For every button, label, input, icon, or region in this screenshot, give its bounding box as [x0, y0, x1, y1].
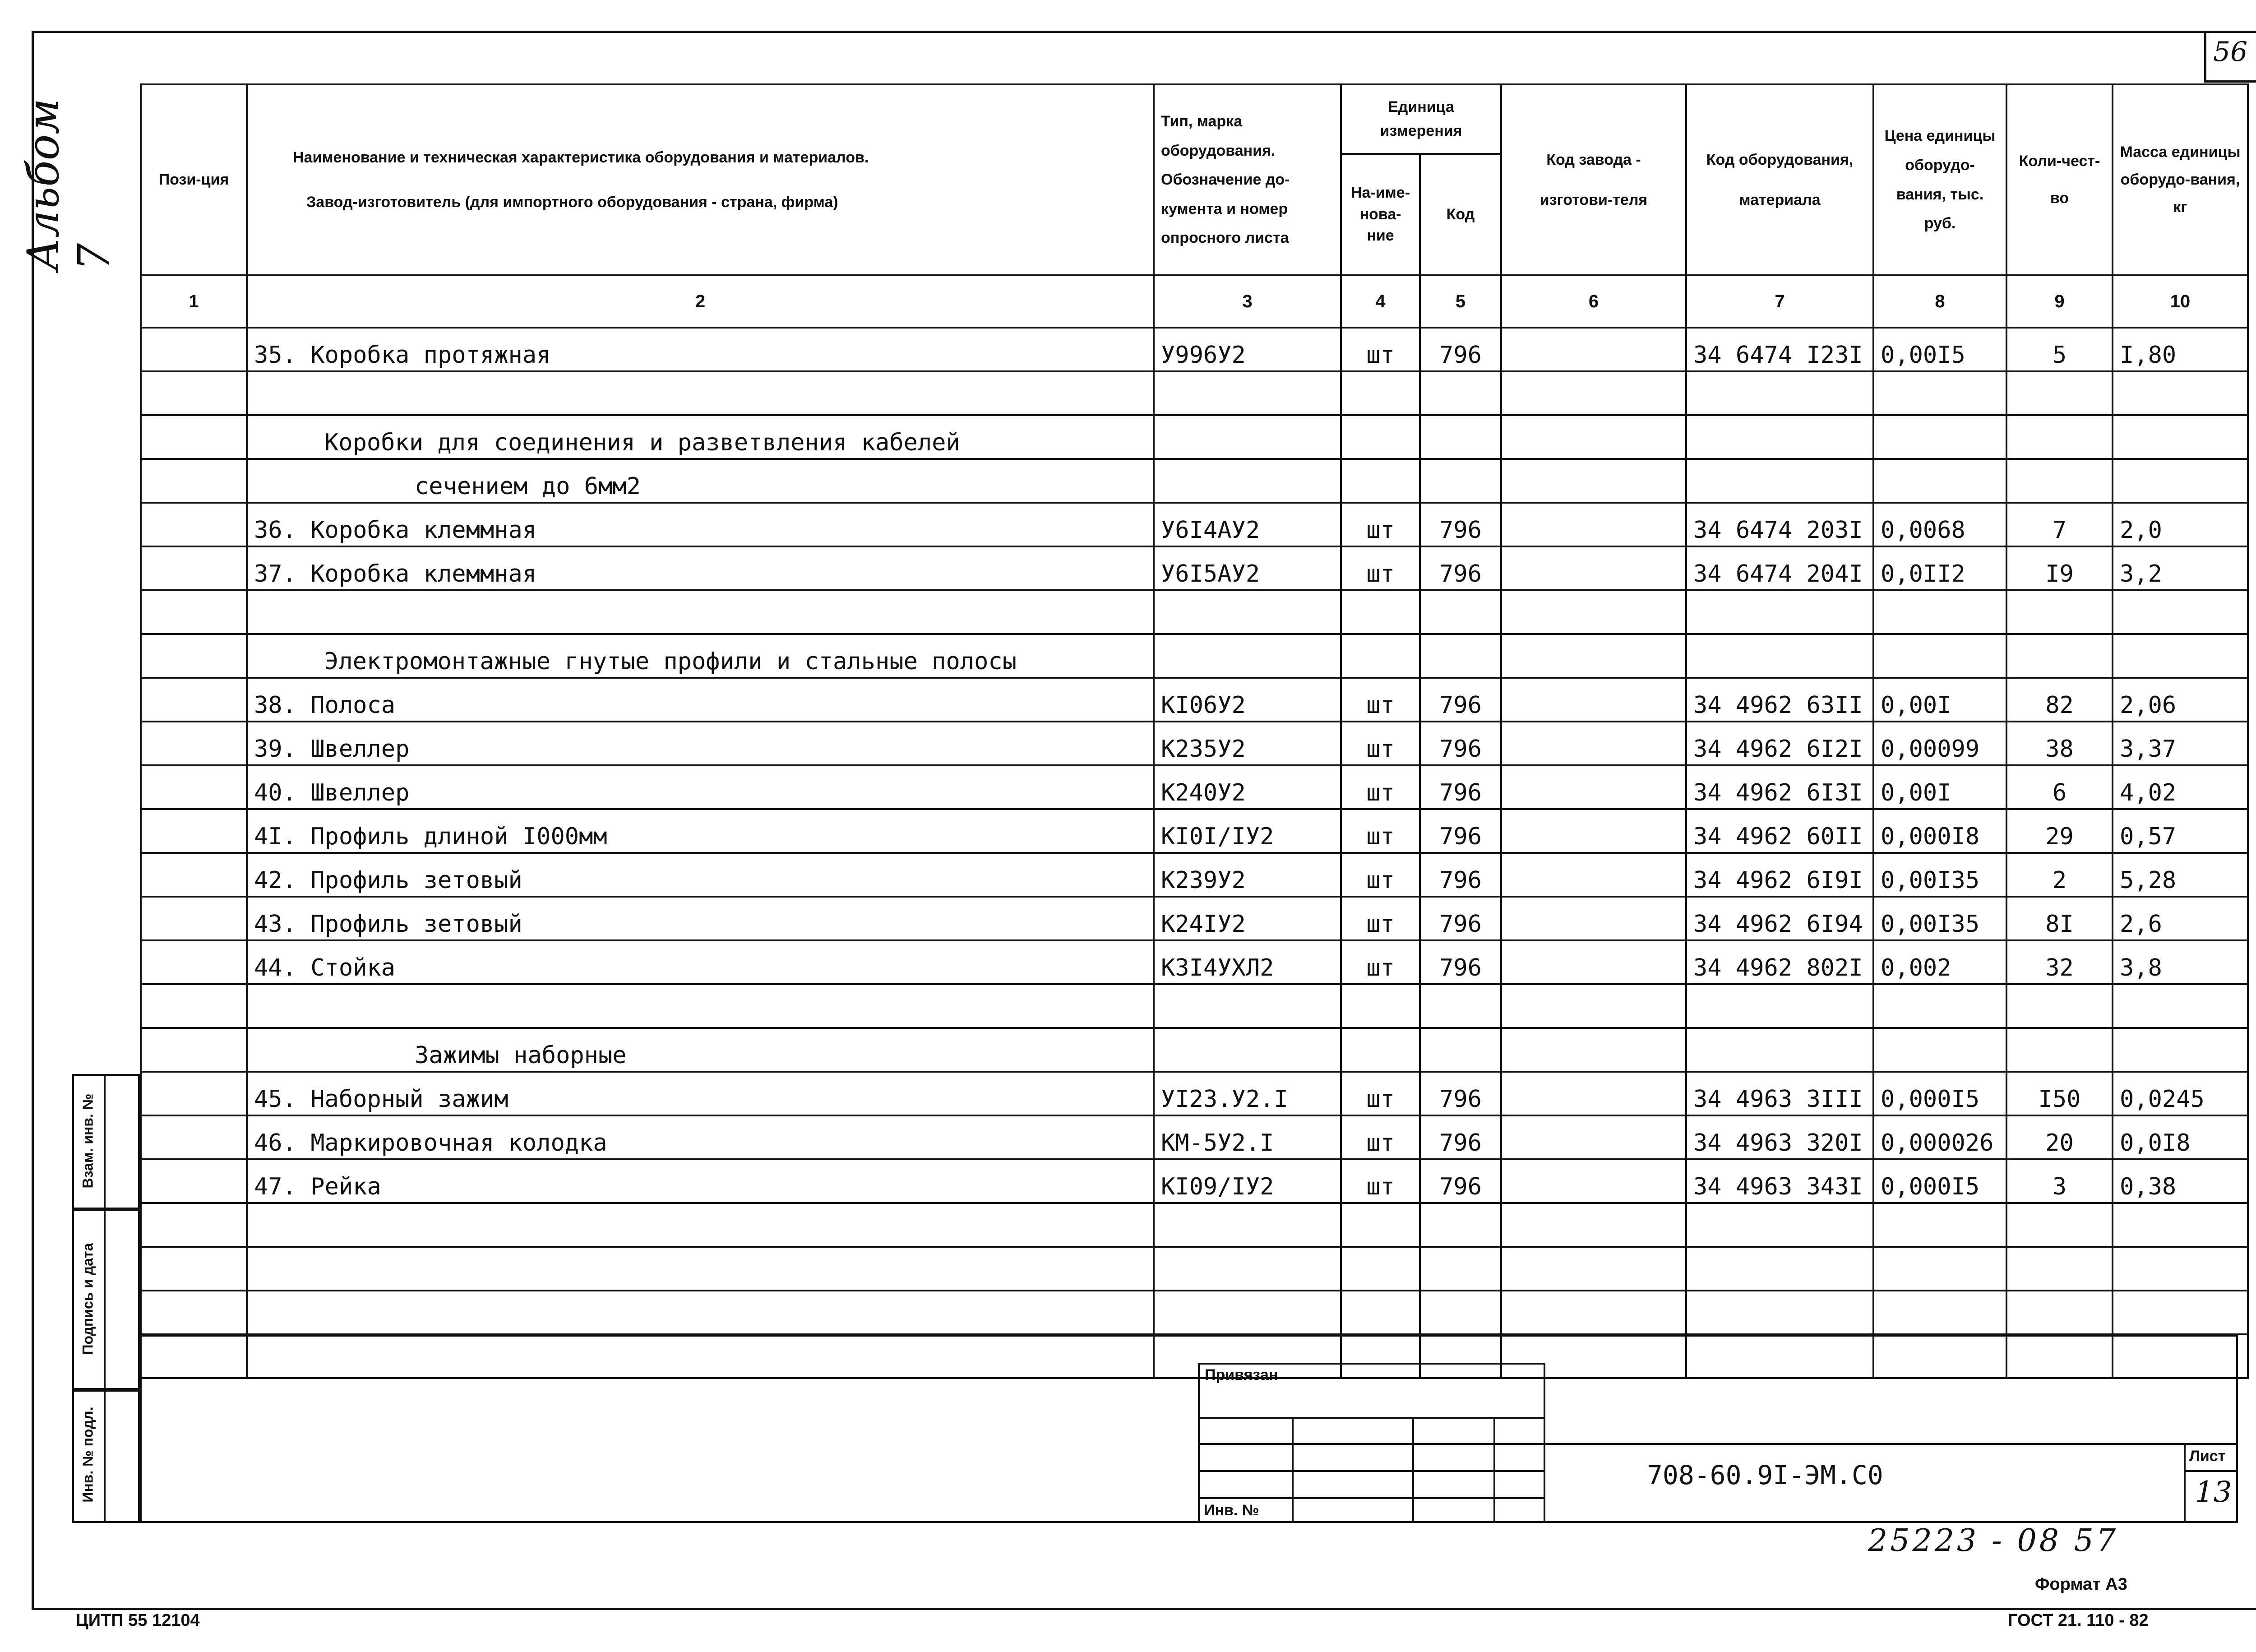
cell-position: [141, 853, 247, 897]
cell-unit-code: 796: [1420, 853, 1501, 897]
cell-equipment-code: [1686, 984, 1873, 1028]
cell-mass: [2113, 984, 2248, 1028]
cell-quantity: 8I: [2006, 897, 2113, 940]
cell-equipment-code: 34 4962 6I3I: [1686, 765, 1873, 809]
cell-empty: [1420, 415, 1501, 459]
cell-unit-code: 796: [1420, 1115, 1501, 1159]
cell-name: [247, 984, 1154, 1028]
cell-mass: [2113, 590, 2248, 634]
cell-name: [247, 1291, 1154, 1334]
cell-plant-code: [1501, 678, 1686, 722]
section-heading-row: [141, 459, 2248, 503]
cell-name: [247, 1203, 1154, 1247]
cell-equipment-code: [1686, 1247, 1873, 1291]
doc-code: 708-60.9I-ЭМ.С0: [1647, 1460, 1883, 1490]
table-row: [141, 371, 2248, 415]
col-quantity-header: Коли-чест-во: [2006, 84, 2113, 275]
cell-name: 47. Рейка: [247, 1159, 1154, 1203]
cell-empty: [1501, 459, 1686, 503]
table-row: [141, 853, 2248, 897]
cell-unit-code: 796: [1420, 1072, 1501, 1115]
cell-position: [141, 1159, 247, 1203]
cell-unit: шт: [1341, 1115, 1420, 1159]
col-price-header: Цена единицы оборудо-вания, тыс. руб.: [1873, 84, 2006, 275]
cell-unit: шт: [1341, 546, 1420, 590]
cell-mass: [2113, 371, 2248, 415]
cell-plant-code: [1501, 371, 1686, 415]
inv-no-label: Инв. №: [1204, 1502, 1259, 1519]
cell-position: [141, 1247, 247, 1291]
cell-empty: [1501, 415, 1686, 459]
cell-unit-code: 796: [1420, 765, 1501, 809]
cell-position: [141, 678, 247, 722]
cell-plant-code: [1501, 1159, 1686, 1203]
cell-type: [1154, 1247, 1341, 1291]
col-number: 4: [1341, 275, 1420, 328]
cell-quantity: I9: [2006, 546, 2113, 590]
cell-quantity: 32: [2006, 940, 2113, 984]
cell-quantity: [2006, 371, 2113, 415]
col-name-header-line2: Завод-изготовитель (для импортного оборудования - страна, фирма): [306, 193, 838, 211]
cell-mass: [2113, 1203, 2248, 1247]
table-row: [141, 940, 2248, 984]
cell-mass: 0,0245: [2113, 1072, 2248, 1115]
col-number: 1: [141, 275, 247, 328]
cell-mass: 0,38: [2113, 1159, 2248, 1203]
table-row: [141, 722, 2248, 765]
cell-equipment-code: 34 6474 204I: [1686, 546, 1873, 590]
cell-position: [141, 634, 247, 678]
cell-unit-code: 796: [1420, 1159, 1501, 1203]
cell-name: [247, 590, 1154, 634]
cell-type: [1154, 590, 1341, 634]
cell-price: [1873, 1247, 2006, 1291]
cell-mass: [2113, 1291, 2248, 1334]
cell-price: 0,00I5: [1873, 328, 2006, 371]
cell-empty: [1686, 459, 1873, 503]
cell-plant-code: [1501, 984, 1686, 1028]
cell-equipment-code: 34 4963 320I: [1686, 1115, 1873, 1159]
cell-position: [141, 371, 247, 415]
col-number: 10: [2113, 275, 2248, 328]
cell-type: [1154, 1203, 1341, 1247]
cell-position: [141, 328, 247, 371]
cell-position: [141, 984, 247, 1028]
cell-unit-code: [1420, 1291, 1501, 1334]
cell-plant-code: [1501, 590, 1686, 634]
cell-plant-code: [1501, 1291, 1686, 1334]
sheet-value: 13: [2195, 1476, 2232, 1509]
col-name-header-line1: Наименование и техническая характеристика оборудования и материалов.: [293, 148, 869, 166]
cell-name: 46. Маркировочная колодка: [247, 1115, 1154, 1159]
cell-mass: 2,6: [2113, 897, 2248, 940]
cell-type: К239У2: [1154, 853, 1341, 897]
cell-name: 36. Коробка клеммная: [247, 503, 1154, 546]
cell-equipment-code: 34 4963 3III: [1686, 1072, 1873, 1115]
cell-unit-code: [1420, 1247, 1501, 1291]
cell-price: 0,0II2: [1873, 546, 2006, 590]
cell-equipment-code: 34 4962 802I: [1686, 940, 1873, 984]
cell-quantity: 3: [2006, 1159, 2113, 1203]
side-label-inv: Инв. № подл.: [79, 1407, 96, 1503]
cell-unit-code: [1420, 371, 1501, 415]
cell-quantity: 5: [2006, 328, 2113, 371]
cell-empty: [1873, 1028, 2006, 1072]
cell-mass: 0,0I8: [2113, 1115, 2248, 1159]
cell-position: [141, 897, 247, 940]
cell-equipment-code: 34 6474 I23I: [1686, 328, 1873, 371]
cell-plant-code: [1501, 1203, 1686, 1247]
column-numbers-row: [141, 275, 2248, 328]
cell-equipment-code: 34 4963 343I: [1686, 1159, 1873, 1203]
cell-position: [141, 590, 247, 634]
cell-price: 0,00099: [1873, 722, 2006, 765]
col-type-header: Тип, марка оборудования. Обозначение до-кумента и номер опросного листа: [1154, 84, 1341, 275]
table-row: [141, 1291, 2248, 1334]
cell-equipment-code: [1686, 1203, 1873, 1247]
cell-equipment-code: 34 4962 63II: [1686, 678, 1873, 722]
cell-unit: шт: [1341, 678, 1420, 722]
cell-unit-code: 796: [1420, 328, 1501, 371]
cell-unit: [1341, 590, 1420, 634]
cell-plant-code: [1501, 1247, 1686, 1291]
cell-type: К24IУ2: [1154, 897, 1341, 940]
cell-position: [141, 940, 247, 984]
cell-empty: [2006, 1028, 2113, 1072]
section-heading: Зажимы наборные: [247, 1028, 1154, 1072]
footer-right: ГОСТ 21. 110 - 82: [2008, 1611, 2149, 1630]
table-row: [141, 546, 2248, 590]
side-label-podpis: Подпись и дата: [79, 1243, 96, 1355]
cell-type: У996У2: [1154, 328, 1341, 371]
cell-position: [141, 1291, 247, 1334]
cell-unit-code: 796: [1420, 546, 1501, 590]
cell-quantity: 20: [2006, 1115, 2113, 1159]
table-row: [141, 984, 2248, 1028]
cell-unit: шт: [1341, 940, 1420, 984]
cell-position: [141, 1028, 247, 1072]
cell-empty: [1686, 1028, 1873, 1072]
cell-empty: [1501, 634, 1686, 678]
cell-type: КI06У2: [1154, 678, 1341, 722]
table-row: [141, 1159, 2248, 1203]
cell-unit: шт: [1341, 1072, 1420, 1115]
cell-unit: шт: [1341, 1159, 1420, 1203]
cell-equipment-code: 34 4962 6I9I: [1686, 853, 1873, 897]
cell-empty: [1420, 459, 1501, 503]
cell-empty: [2113, 459, 2248, 503]
cell-price: [1873, 1203, 2006, 1247]
table-row: [141, 503, 2248, 546]
cell-name: 4I. Профиль длиной I000мм: [247, 809, 1154, 853]
header-row: [141, 84, 2248, 154]
cell-quantity: [2006, 1247, 2113, 1291]
cell-price: [1873, 590, 2006, 634]
cell-equipment-code: 34 4962 6I2I: [1686, 722, 1873, 765]
cell-mass: [2113, 1247, 2248, 1291]
cell-price: 0,002: [1873, 940, 2006, 984]
side-label-vzam: Взам. инв. №: [79, 1093, 96, 1189]
cell-type: К240У2: [1154, 765, 1341, 809]
cell-unit-code: [1420, 984, 1501, 1028]
cell-type: [1154, 984, 1341, 1028]
col-position-header: Пози-ция: [141, 84, 247, 275]
col-unit-group-header: Единица измерения: [1341, 84, 1501, 154]
table-row: [141, 1115, 2248, 1159]
cell-name: [247, 371, 1154, 415]
col-unit-name-header: На-име-нова-ние: [1341, 154, 1420, 275]
section-heading: сечением до 6мм2: [247, 459, 1154, 503]
cell-unit: [1341, 1203, 1420, 1247]
cell-position: [141, 765, 247, 809]
cell-unit: [1341, 1247, 1420, 1291]
cell-position: [141, 503, 247, 546]
format-label: Формат А3: [2035, 1575, 2127, 1594]
cell-mass: 2,06: [2113, 678, 2248, 722]
cell-name: 39. Швеллер: [247, 722, 1154, 765]
cell-type: КМ-5У2.I: [1154, 1115, 1341, 1159]
col-number: 7: [1686, 275, 1873, 328]
cell-position: [141, 1115, 247, 1159]
cell-equipment-code: 34 4962 60II: [1686, 809, 1873, 853]
cell-empty: [1341, 415, 1420, 459]
cell-quantity: 82: [2006, 678, 2113, 722]
cell-price: 0,00I35: [1873, 897, 2006, 940]
cell-position: [141, 809, 247, 853]
cell-quantity: 29: [2006, 809, 2113, 853]
cell-price: [1873, 984, 2006, 1028]
cell-empty: [1873, 634, 2006, 678]
cell-empty: [1420, 634, 1501, 678]
cell-price: [1873, 1291, 2006, 1334]
cell-empty: [1341, 459, 1420, 503]
cell-price: 0,000I5: [1873, 1072, 2006, 1115]
cell-unit: [1341, 984, 1420, 1028]
cell-position: [141, 722, 247, 765]
cell-plant-code: [1501, 897, 1686, 940]
cell-type: [1154, 1291, 1341, 1334]
cell-empty: [1686, 634, 1873, 678]
cell-mass: 0,57: [2113, 809, 2248, 853]
table-row: [141, 590, 2248, 634]
cell-plant-code: [1501, 940, 1686, 984]
col-number: 9: [2006, 275, 2113, 328]
col-plant-code-header: Код завода - изготови-теля: [1501, 84, 1686, 275]
cell-empty: [2113, 1028, 2248, 1072]
col-number: 8: [1873, 275, 2006, 328]
col-unit-code-header: Код: [1420, 154, 1501, 275]
cell-equipment-code: [1686, 590, 1873, 634]
privyazan-grid: [1493, 1417, 1495, 1523]
cell-name: 35. Коробка протяжная: [247, 328, 1154, 371]
privyazan-label: Привязан: [1205, 1366, 1278, 1384]
section-heading: Коробки для соединения и разветвления кабелей: [247, 415, 1154, 459]
cell-name: [247, 1247, 1154, 1291]
album-label: Альбом 7: [18, 98, 119, 271]
cell-quantity: [2006, 1203, 2113, 1247]
cell-price: 0,00I: [1873, 678, 2006, 722]
cell-position: [141, 1203, 247, 1247]
cell-price: 0,00I35: [1873, 853, 2006, 897]
cell-price: 0,00I: [1873, 765, 2006, 809]
table-row: [141, 809, 2248, 853]
cell-mass: 3,2: [2113, 546, 2248, 590]
cell-price: 0,000I5: [1873, 1159, 2006, 1203]
cell-empty: [1873, 415, 2006, 459]
cell-unit-code: 796: [1420, 722, 1501, 765]
cell-unit-code: 796: [1420, 940, 1501, 984]
cell-type: КI09/IУ2: [1154, 1159, 1341, 1203]
cell-plant-code: [1501, 809, 1686, 853]
cell-name: 43. Профиль зетовый: [247, 897, 1154, 940]
section-heading-row: [141, 1028, 2248, 1072]
cell-quantity: 2: [2006, 853, 2113, 897]
cell-type: КI0I/IУ2: [1154, 809, 1341, 853]
cell-name: 45. Наборный зажим: [247, 1072, 1154, 1115]
cell-price: 0,000I8: [1873, 809, 2006, 853]
cell-name: 38. Полоса: [247, 678, 1154, 722]
sheet-box-divider: [2184, 1470, 2238, 1472]
cell-unit: шт: [1341, 853, 1420, 897]
sheet-label: Лист: [2189, 1448, 2226, 1465]
cell-empty: [1154, 415, 1341, 459]
cell-unit-code: [1420, 1203, 1501, 1247]
cell-mass: 3,8: [2113, 940, 2248, 984]
table-row: [141, 328, 2248, 371]
cell-plant-code: [1501, 853, 1686, 897]
cell-unit: шт: [1341, 722, 1420, 765]
privyazan-grid: [1292, 1417, 1294, 1523]
table-row: [141, 1203, 2248, 1247]
cell-name: 37. Коробка клеммная: [247, 546, 1154, 590]
cell-empty: [1501, 1028, 1686, 1072]
cell-empty: [2113, 415, 2248, 459]
cell-empty: [2113, 634, 2248, 678]
cell-empty: [1154, 634, 1341, 678]
cell-unit-code: 796: [1420, 678, 1501, 722]
corner-sheet-number: 56: [2213, 36, 2248, 68]
cell-quantity: 6: [2006, 765, 2113, 809]
cell-empty: [1420, 1028, 1501, 1072]
cell-unit-code: 796: [1420, 503, 1501, 546]
cell-unit: [1341, 371, 1420, 415]
cell-mass: 2,0: [2113, 503, 2248, 546]
cell-empty: [2006, 459, 2113, 503]
table-row: [141, 765, 2248, 809]
cell-mass: I,80: [2113, 328, 2248, 371]
cell-quantity: [2006, 984, 2113, 1028]
cell-quantity: 7: [2006, 503, 2113, 546]
table-row: [141, 897, 2248, 940]
col-number: 3: [1154, 275, 1341, 328]
cell-type: К235У2: [1154, 722, 1341, 765]
section-heading: Электромонтажные гнутые профили и стальные полосы: [247, 634, 1154, 678]
cell-price: [1873, 371, 2006, 415]
cell-plant-code: [1501, 1115, 1686, 1159]
cell-mass: 4,02: [2113, 765, 2248, 809]
cell-type: У6I4АУ2: [1154, 503, 1341, 546]
cell-type: К3I4УХЛ2: [1154, 940, 1341, 984]
cell-plant-code: [1501, 546, 1686, 590]
col-mass-header: Масса единицы оборудо-вания, кг: [2113, 84, 2248, 275]
cell-type: УI23.У2.I: [1154, 1072, 1341, 1115]
cell-empty: [1154, 1028, 1341, 1072]
cell-equipment-code: [1686, 371, 1873, 415]
cell-position: [141, 546, 247, 590]
cell-quantity: 38: [2006, 722, 2113, 765]
privyazan-grid: [1412, 1417, 1414, 1523]
cell-equipment-code: 34 4962 6I94: [1686, 897, 1873, 940]
section-heading-row: [141, 634, 2248, 678]
cell-unit-code: [1420, 590, 1501, 634]
col-name-header: [247, 84, 1154, 275]
col-number: 6: [1501, 275, 1686, 328]
cell-empty: [1341, 1028, 1420, 1072]
cell-unit-code: 796: [1420, 897, 1501, 940]
cell-empty: [1154, 459, 1341, 503]
cell-plant-code: [1501, 722, 1686, 765]
col-equipment-code-header: Код оборудования, материала: [1686, 84, 1873, 275]
cell-unit-code: 796: [1420, 809, 1501, 853]
footer-left: ЦИТП 55 12104: [76, 1611, 200, 1630]
specification-table: [140, 83, 2249, 1379]
cell-type: [1154, 371, 1341, 415]
cell-empty: [2006, 415, 2113, 459]
cell-unit: шт: [1341, 503, 1420, 546]
col-number: 2: [247, 275, 1154, 328]
section-heading-row: [141, 415, 2248, 459]
cell-unit: [1341, 1291, 1420, 1334]
col-number: 5: [1420, 275, 1501, 328]
cell-position: [141, 1072, 247, 1115]
cell-price: 0,0068: [1873, 503, 2006, 546]
table-row: [141, 678, 2248, 722]
cell-unit: шт: [1341, 765, 1420, 809]
cell-name: 40. Швеллер: [247, 765, 1154, 809]
cell-plant-code: [1501, 765, 1686, 809]
cell-position: [141, 459, 247, 503]
cell-quantity: [2006, 590, 2113, 634]
cell-unit: шт: [1341, 897, 1420, 940]
cell-name: 42. Профиль зетовый: [247, 853, 1154, 897]
table-row: [141, 1247, 2248, 1291]
cell-name: 44. Стойка: [247, 940, 1154, 984]
cell-plant-code: [1501, 1072, 1686, 1115]
cell-plant-code: [1501, 503, 1686, 546]
cell-mass: 5,28: [2113, 853, 2248, 897]
cell-quantity: [2006, 1291, 2113, 1334]
archive-number: 25223 - 08 57: [1868, 1523, 2119, 1559]
cell-equipment-code: [1686, 1291, 1873, 1334]
cell-empty: [2006, 634, 2113, 678]
table-body: [141, 328, 2248, 1378]
cell-empty: [1686, 415, 1873, 459]
cell-plant-code: [1501, 328, 1686, 371]
cell-equipment-code: 34 6474 203I: [1686, 503, 1873, 546]
cell-unit: шт: [1341, 328, 1420, 371]
cell-position: [141, 415, 247, 459]
table-row: [141, 1072, 2248, 1115]
cell-empty: [1341, 634, 1420, 678]
cell-unit: шт: [1341, 809, 1420, 853]
cell-mass: 3,37: [2113, 722, 2248, 765]
cell-price: 0,000026: [1873, 1115, 2006, 1159]
cell-type: У6I5АУ2: [1154, 546, 1341, 590]
cell-quantity: I50: [2006, 1072, 2113, 1115]
cell-empty: [1873, 459, 2006, 503]
